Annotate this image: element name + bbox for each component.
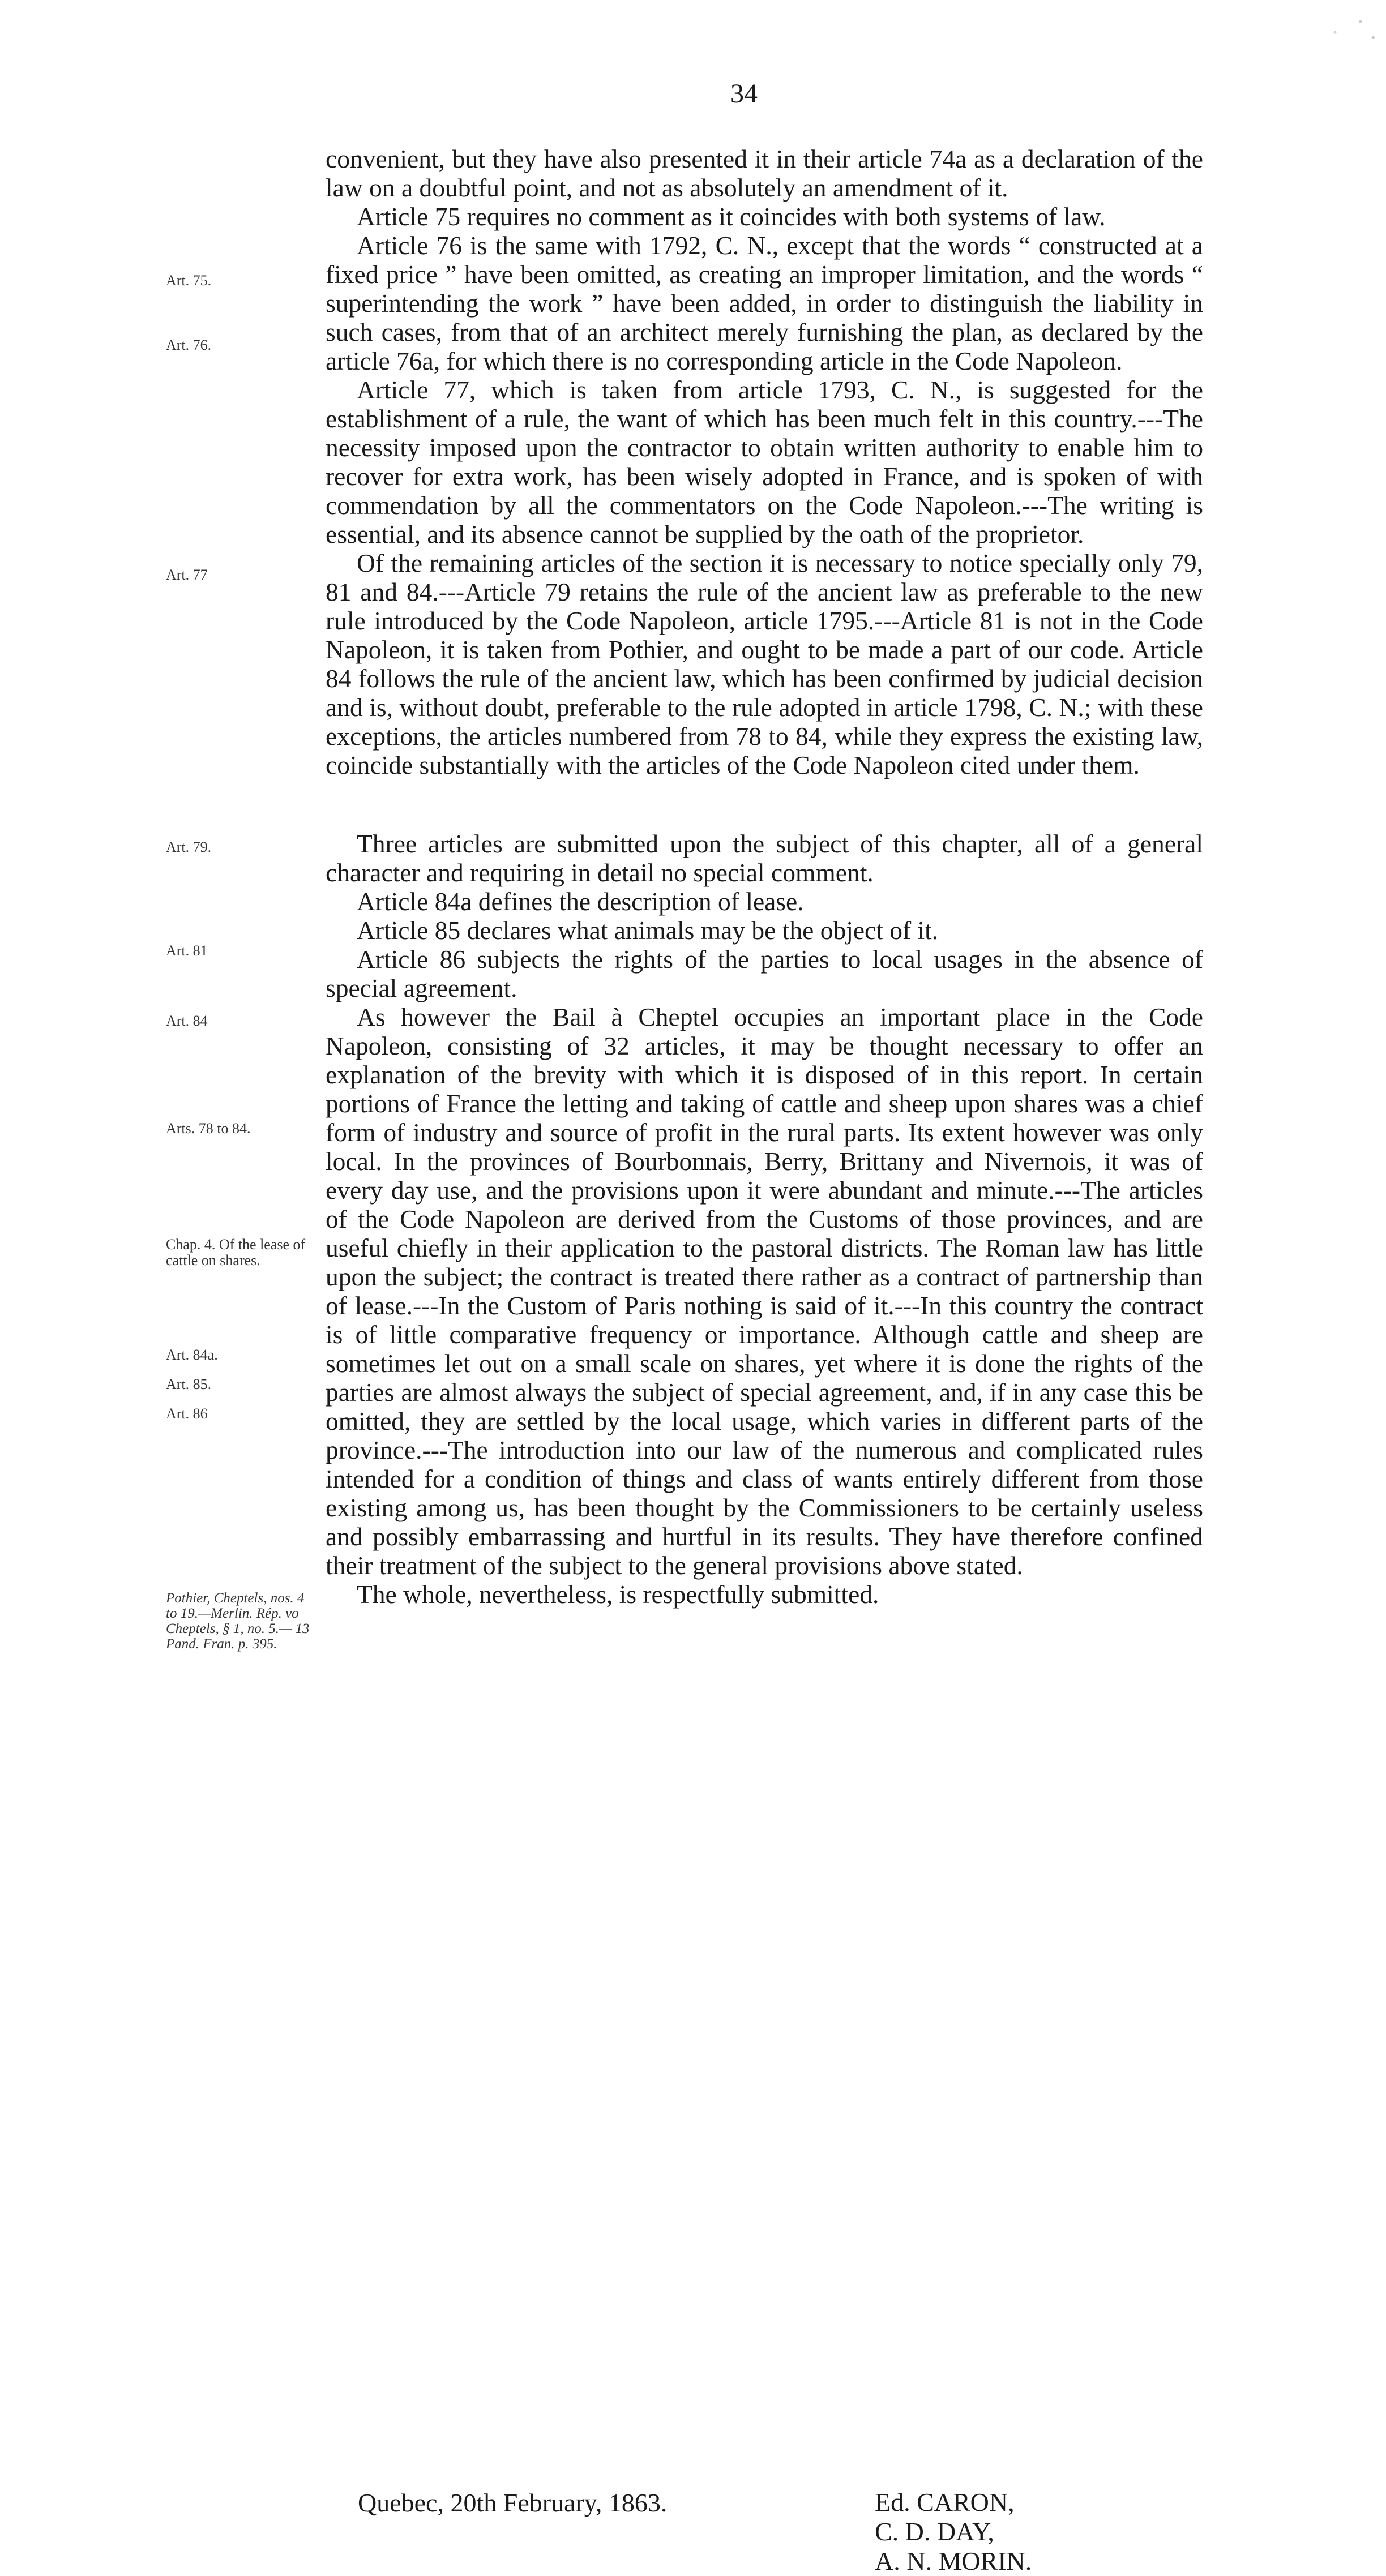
paragraph-art-84a: Article 84a defines the description of lease.	[357, 887, 804, 916]
paragraph-art-85: Article 85 declares what animals may be the object of it.	[357, 916, 939, 945]
margin-note-arts-78-to-84: Arts. 78 to 84.	[166, 1120, 251, 1137]
margin-note-art-81: Art. 81	[166, 942, 208, 959]
signature-morin: A. N. MORIN.	[875, 2547, 1032, 2575]
margin-note-art-79: Art. 79.	[166, 839, 212, 855]
paragraph-submitted: The whole, nevertheless, is respectfully submitted.	[357, 1580, 879, 1609]
margin-note-art-86: Art. 86	[166, 1405, 208, 1422]
paragraph-art-86: Article 86 subjects the rights of the parties to local usages in the absence of special agreement.	[326, 945, 1203, 1002]
paragraph-art-77: Article 77, which is taken from article 1793, C. N., is suggested for the establishment of a rule, the want of which has been much felt in this country.---The necessity imposed upon the contractor to obtain written authority to enable him to recover for extra work, has been wisely adopted in France, and is spoken of with commendation by all the commentators on the Code Napoleon.---The writing is essential, and its absence cannot be supplied by the oath of the proprietor.	[326, 375, 1203, 548]
margin-note-art-85: Art. 85.	[166, 1376, 212, 1392]
scan-artifact	[1301, 0, 1386, 54]
margin-note-art-77: Art. 77	[166, 567, 208, 583]
page-number: 34	[730, 79, 758, 109]
closing-date: Quebec, 20th February, 1863.	[358, 2488, 668, 2517]
paragraph-art-75: Article 75 requires no comment as it coincides with both systems of law.	[357, 202, 1106, 231]
signature-caron: Ed. CARON,	[875, 2488, 1015, 2517]
main-text	[326, 144, 1203, 1609]
paragraph-chapter-4-intro: Three articles are submitted upon the subject of this chapter, all of a general character and requiring in detail no special comment.	[326, 829, 1203, 887]
margin-note-art-76: Art. 76.	[166, 337, 212, 353]
margin-note-art-84a: Art. 84a.	[166, 1347, 218, 1363]
margin-note-art-84: Art. 84	[166, 1013, 208, 1029]
paragraph-art-76: Article 76 is the same with 1792, C. N., except that the words “ constructed at a fixed price ” have been omitted, as creating an improper limitation, and the words “ superintending the work ” have been added, in order to distinguish the liability in such cases, from that of an architect merely furnishing the plan, as declared by the article 76a, for which there is no corresponding article in the Code Napoleon.	[326, 231, 1203, 375]
margin-note-art-75: Art. 75.	[166, 272, 212, 289]
signatures	[875, 2488, 1032, 2576]
paragraph-continuation: convenient, but they have also presented it in their article 74a as a declaration of the law on a doubtful point, and not as absolutely an amendment of it.	[326, 144, 1203, 202]
margin-note-chapter-4: Chap. 4. Of the lease of cattle on shares.	[166, 1236, 306, 1268]
paragraph-bail-a-cheptel: As however the Bail à Cheptel occupies an important place in the Code Napoleon, consisting of 32 articles, it may be thought necessary to offer an explanation of the brevity with which it is disposed of in this report. In certain portions of France the letting and taking of cattle and sheep upon shares was a chief form of industry and source of profit in the rural parts. Its extent however was only local. In the provinces of Bourbonnais, Berry, Brittany and Nivernois, it was of every day use, and the provisions upon it were abundant and minute.---The articles of the Code Napoleon are derived from the Customs of those provinces, and are useful chiefly in their application to the pastoral districts. The Roman law has little upon the subject; the contract is treated there rather as a contract of partnership than of lease.---In the Custom of Paris nothing is said of it.---In this country the contract is of little comparative frequency or importance. Although cattle and sheep are sometimes let out on a small scale on shares, yet where it is done the rights of the parties are almost always the subject of special agreement, and, if in any case this be omitted, they are settled by the local usage, which varies in different parts of the province.---The introduction into our law of the numerous and complicated rules intended for a condition of things and class of wants entirely different from those existing among us, has been thought by the Commissioners to be certainly useless and possibly embarrassing and hurtful in its results. They have therefore confined their treatment of the subject to the general provisions above stated.	[326, 1002, 1203, 1580]
signature-day: C. D. DAY,	[875, 2517, 994, 2546]
paragraph-remaining-articles: Of the remaining articles of the section it is necessary to notice specially only 79, 81 and 84.---Article 79 retains the rule of the ancient law as preferable to the new rule introduced by the Code Napoleon, article 1795.---Article 81 is not in the Code Napoleon, it is taken from Pothier, and ought to be made a part of our code. Article 84 follows the rule of the ancient law, which has been confirmed by judicial decision and is, without doubt, preferable to the rule adopted in article 1798, C. N.; with these exceptions, the articles numbered from 78 to 84, while they express the existing law, coincide substantially with the articles of the Code Napoleon cited under them.	[326, 548, 1203, 779]
closing-block	[326, 2488, 1203, 2575]
margin-note-references: Pothier, Cheptels, nos. 4 to 19.—Merlin. Rép. vo Cheptels, § 1, no. 5.— 13 Pand. Fran. p. 395.	[166, 1591, 310, 1652]
